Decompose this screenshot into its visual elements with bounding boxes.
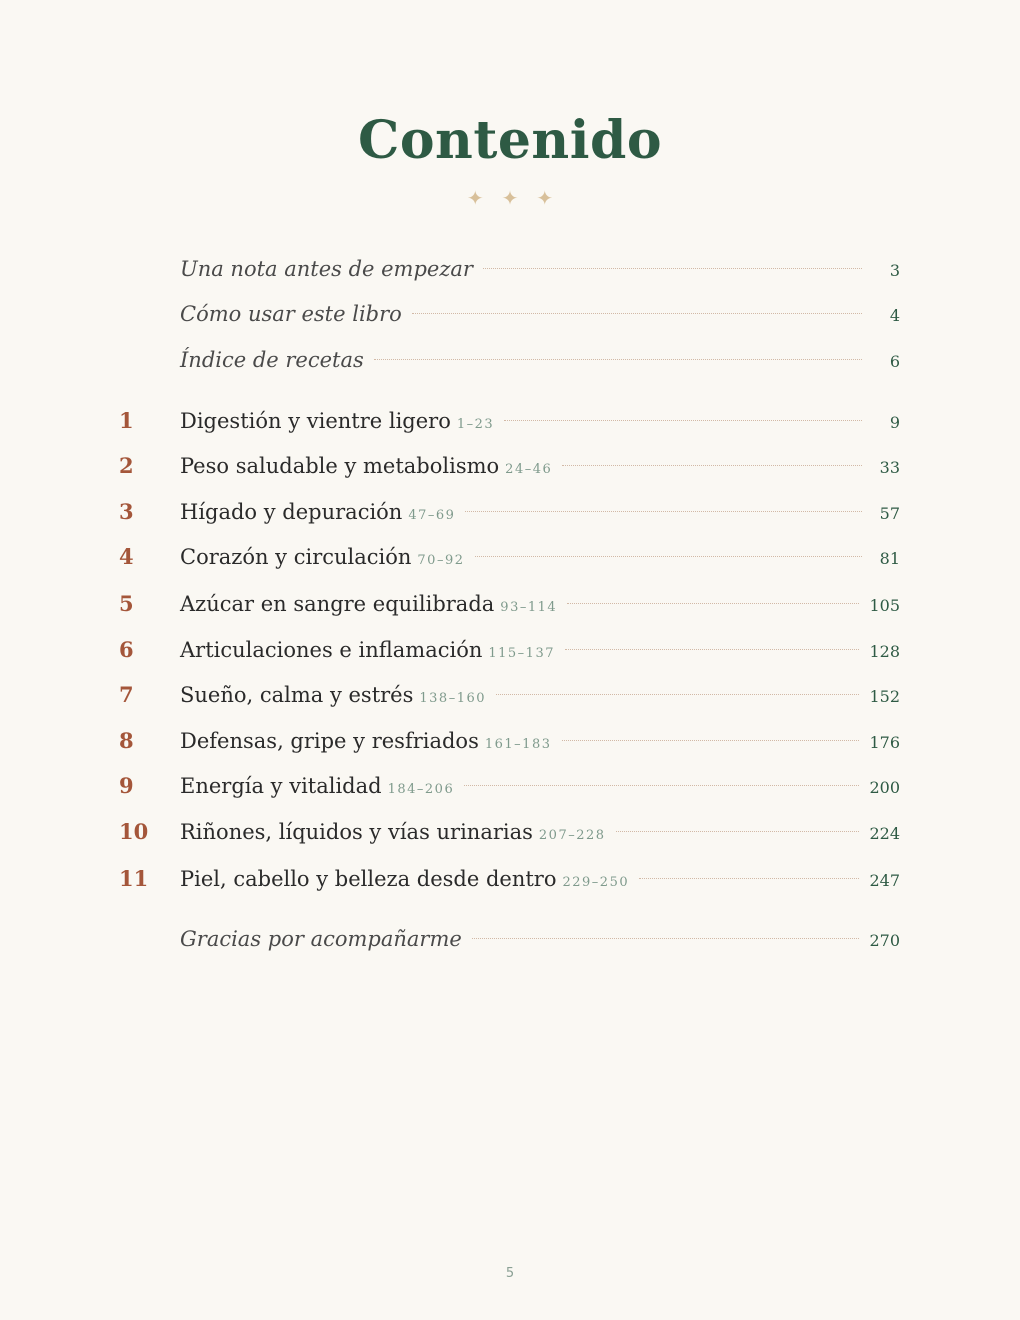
toc-chapter-entry[interactable] bbox=[0, 680, 1020, 710]
dotted-leader bbox=[475, 556, 863, 557]
chapter-number: 1 bbox=[119, 408, 134, 433]
dotted-leader bbox=[465, 511, 862, 512]
dotted-leader bbox=[374, 359, 862, 360]
recipe-range: 207–228 bbox=[538, 828, 606, 843]
entry-label: Gracias por acompañarme bbox=[180, 927, 462, 951]
chapter-number: 8 bbox=[119, 728, 134, 753]
chapter-number: 3 bbox=[119, 499, 134, 524]
chapter-page-number: 128 bbox=[869, 642, 900, 661]
chapter-page-number: 105 bbox=[869, 596, 900, 615]
chapter-number: 10 bbox=[119, 819, 149, 844]
recipe-range: 24–46 bbox=[505, 462, 553, 477]
page-title: Contenido bbox=[357, 110, 663, 171]
dotted-leader bbox=[483, 268, 862, 269]
chapter-page-number: 200 bbox=[869, 778, 900, 797]
chapter-title: Defensas, gripe y resfriados bbox=[180, 729, 479, 753]
chapter-page-number: 176 bbox=[869, 733, 900, 752]
toc-chapter-entry[interactable] bbox=[0, 726, 1020, 756]
chapter-page-number: 152 bbox=[869, 687, 900, 706]
chapter-number: 6 bbox=[119, 637, 134, 662]
recipe-range: 93–114 bbox=[500, 600, 558, 615]
chapter-title: Piel, cabello y belleza desde dentro bbox=[180, 867, 557, 891]
chapter-page-number: 81 bbox=[879, 549, 900, 568]
dotted-leader bbox=[567, 603, 859, 604]
dotted-leader bbox=[496, 694, 859, 695]
chapter-title: Corazón y circulación bbox=[180, 545, 412, 569]
entry-page-number: 6 bbox=[889, 352, 900, 371]
chapter-title: Sueño, calma y estrés bbox=[180, 683, 414, 707]
chapter-number: 4 bbox=[119, 544, 134, 569]
toc-front-entry[interactable] bbox=[0, 345, 1020, 375]
toc-chapter-entry[interactable] bbox=[0, 635, 1020, 665]
dotted-leader bbox=[562, 465, 862, 466]
dotted-leader bbox=[504, 420, 862, 421]
toc-chapter-entry[interactable] bbox=[0, 771, 1020, 801]
chapter-number: 11 bbox=[119, 866, 149, 891]
chapter-title: Azúcar en sangre equilibrada bbox=[180, 592, 495, 616]
entry-page-number: 4 bbox=[889, 306, 900, 325]
chapter-number: 2 bbox=[119, 453, 134, 478]
footer-page-number: 5 bbox=[505, 1266, 515, 1281]
toc-back-entry[interactable] bbox=[0, 924, 1020, 954]
chapter-title: Energía y vitalidad bbox=[180, 774, 382, 798]
toc-chapter-entry[interactable] bbox=[0, 451, 1020, 481]
toc-chapter-entry[interactable] bbox=[0, 589, 1020, 619]
chapter-title: Peso saludable y metabolismo bbox=[180, 454, 500, 478]
entry-label: Una nota antes de empezar bbox=[180, 257, 473, 281]
toc-chapter-entry[interactable] bbox=[0, 864, 1020, 894]
chapter-title: Hígado y depuración bbox=[180, 500, 403, 524]
toc-front-entry[interactable] bbox=[0, 299, 1020, 329]
star-ornament-icon: ✦✦✦ bbox=[466, 186, 572, 210]
chapter-page-number: 224 bbox=[869, 824, 900, 843]
toc-chapter-entry[interactable] bbox=[0, 817, 1020, 847]
chapter-page-number: 9 bbox=[889, 413, 900, 432]
recipe-range: 115–137 bbox=[488, 646, 555, 661]
recipe-range: 70–92 bbox=[417, 553, 465, 568]
entry-page-number: 270 bbox=[869, 931, 900, 950]
recipe-range: 1–23 bbox=[456, 417, 495, 432]
entry-label: Cómo usar este libro bbox=[180, 302, 402, 326]
chapter-page-number: 247 bbox=[869, 871, 900, 890]
toc-front-entry[interactable] bbox=[0, 254, 1020, 284]
chapter-title: Digestión y vientre ligero bbox=[180, 409, 451, 433]
chapter-page-number: 57 bbox=[879, 504, 900, 523]
entry-page-number: 3 bbox=[889, 261, 900, 280]
dotted-leader bbox=[562, 740, 860, 741]
chapter-title: Riñones, líquidos y vías urinarias bbox=[180, 820, 533, 844]
dotted-leader bbox=[616, 831, 860, 832]
chapter-number: 9 bbox=[119, 773, 134, 798]
dotted-leader bbox=[639, 878, 859, 879]
dotted-leader bbox=[565, 649, 859, 650]
dotted-leader bbox=[472, 938, 860, 939]
recipe-range: 229–250 bbox=[562, 875, 630, 890]
dotted-leader bbox=[412, 313, 862, 314]
chapter-title: Articulaciones e inflamación bbox=[180, 638, 483, 662]
toc-chapter-entry[interactable] bbox=[0, 542, 1020, 572]
recipe-range: 47–69 bbox=[408, 508, 456, 523]
chapter-number: 5 bbox=[119, 591, 134, 616]
chapter-number: 7 bbox=[119, 682, 134, 707]
recipe-range: 138–160 bbox=[419, 691, 487, 706]
chapter-page-number: 33 bbox=[879, 458, 900, 477]
toc-chapter-entry[interactable] bbox=[0, 497, 1020, 527]
entry-label: Índice de recetas bbox=[180, 348, 364, 372]
recipe-range: 184–206 bbox=[387, 782, 455, 797]
toc-chapter-entry[interactable] bbox=[0, 406, 1020, 436]
dotted-leader bbox=[464, 785, 859, 786]
recipe-range: 161–183 bbox=[484, 737, 552, 752]
